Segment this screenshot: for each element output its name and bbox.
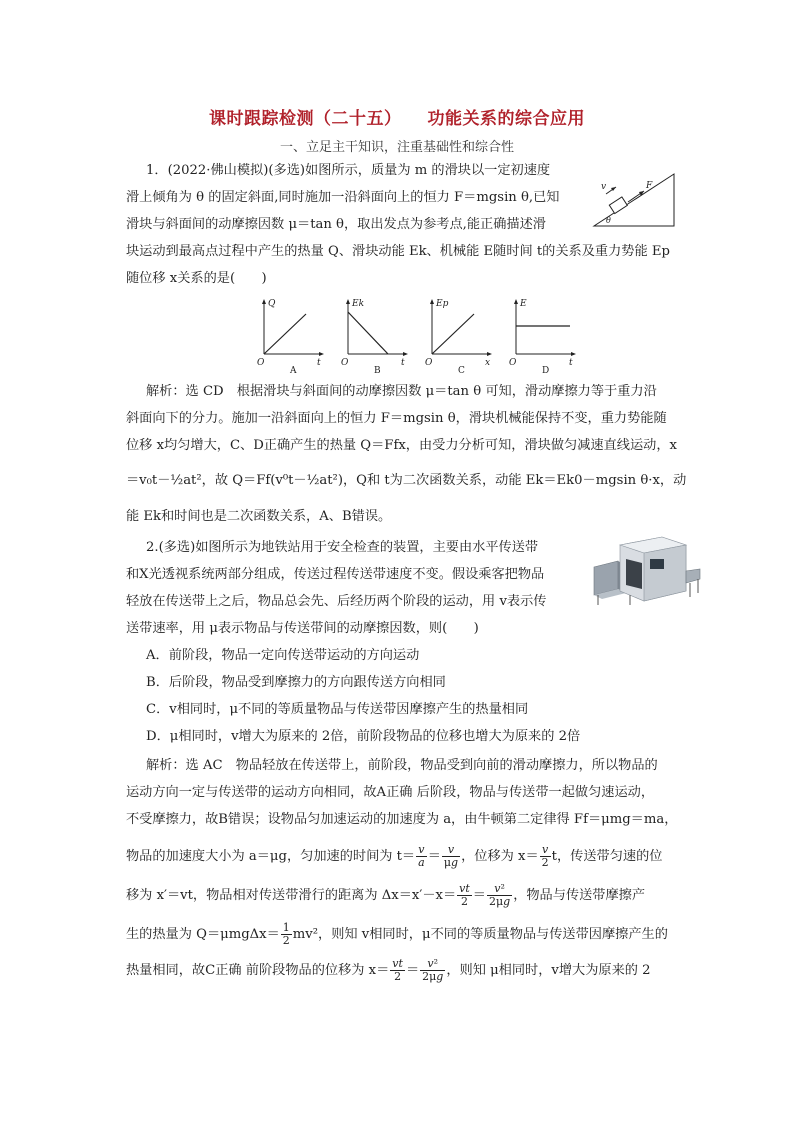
fraction-1-over-2: $\frac{1}{2}$: [282, 921, 290, 947]
fraction-vt-over-2: $\frac{vt}{2}$: [459, 882, 470, 908]
incline-figure: [592, 170, 676, 230]
option-d: D．μ相同时，v增大为原来的 2倍，前阶段物品的位移也增大为原来的 2倍: [146, 729, 581, 744]
a2-line-4-part-1: 物品的加速度大小为 a＝μg，匀加速的时间为 t＝: [126, 849, 416, 864]
a2-line-7-part-2: ，则知 μ相同时，v增大为原来的 2: [446, 963, 651, 978]
a2-line-5: 移为 x′＝vt，物品相对传送带滑行的距离为 Δx＝x′－x＝ $\frac{vt}{2}$ ＝ $\frac{\text{v²}}{2\mu g}$ ，物品与传送带摩擦产: [126, 882, 646, 908]
graph-b-label: B: [374, 366, 381, 374]
fraction-v-over-a: $\frac{v}{a}$: [418, 843, 425, 869]
q1-line-5: 随位移 x关系的是( ): [126, 271, 267, 286]
graph-d-origin: O: [509, 358, 517, 368]
option-c: C．v相同时，μ不同的等质量物品与传送带因摩擦产生的热量相同: [146, 702, 529, 717]
fraction-vt-over-2-b: $\frac{vt}{2}$: [392, 957, 403, 983]
graph-c-xlabel: x: [485, 358, 491, 368]
graph-d-ylabel: E: [520, 299, 527, 309]
graph-c-label: C: [458, 366, 465, 374]
a2-line-4-part-2: ，位移为 x＝: [461, 849, 539, 864]
a1-line-1: 解析：选 CD 根据滑块与斜面间的动摩擦因数 μ＝tan θ 可知，滑动摩擦力等于重力沿: [146, 384, 657, 399]
xray-scanner-image: [590, 531, 702, 613]
graph-b-xlabel: t: [401, 358, 405, 368]
q2-line-2: 和X光透视系统两部分组成，传送过程传送带速度不变。假设乘客把物品: [126, 567, 545, 582]
a1-line-2: 斜面向下的分力。施加一沿斜面向上的恒力 F＝mgsin θ，滑块机械能保持不变，重力势能随: [126, 411, 667, 426]
graph-b: [341, 299, 408, 374]
graph-c: [425, 299, 492, 374]
a2-line-6: [126, 922, 668, 947]
q2-line-1: 2.(多选)如图所示为地铁站用于安全检查的装置，主要由水平传送带: [146, 540, 539, 555]
graph-b-ylabel: Ek: [352, 299, 365, 309]
graph-d: [509, 299, 576, 374]
incline-theta-label: θ: [606, 216, 611, 225]
a2-line-5-part-1: 移为 x′＝vt，物品相对传送带滑行的距离为 Δx＝x′－x＝: [126, 888, 457, 903]
q1-line-1: 1．(2022·佛山模拟)(多选)如图所示，质量为 m 的滑块以一定初速度: [146, 163, 551, 178]
q1-line-4: 块运动到最高点过程中产生的热量 Q、滑块动能 Ek、机械能 E随时间 t的关系及重力势能 Ep: [126, 244, 670, 259]
fraction-v2-over-2mug: $\frac{\text{v²}}{2\mu g}$: [488, 882, 511, 908]
graph-b-origin: O: [341, 358, 349, 368]
option-b: B．后阶段，物品受到摩擦力的方向跟传送方向相同: [146, 675, 446, 690]
graph-a-ylabel: Q: [268, 299, 276, 309]
graph-d-label: D: [542, 366, 550, 374]
graph-a-label: A: [290, 366, 297, 374]
option-graphs: [254, 296, 584, 374]
a1-line-4: ＝v₀t－½at²，故 Q＝Ff(v⁰t－½at²)，Q和 t为二次函数关系，动能 Ek＝Ek0－mgsin θ·x，动: [126, 473, 687, 488]
graph-a-xlabel: t: [317, 358, 321, 368]
fraction-v-over-mug: $\frac{v}{\mu g}$: [443, 843, 459, 869]
a2-line-7: 热量相同，故C正确 前阶段物品的位移为 x＝ $\frac{vt}{2}$ ＝ $\frac{\text{v²}}{2\mu g}$ ，则知 μ相同时，v增大为原来的 2: [126, 957, 651, 983]
fraction-v2-over-2mug-b: $\frac{\text{v²}}{2\mu g}$: [422, 957, 444, 983]
graph-c-ylabel: Ep: [436, 299, 449, 309]
graph-a: [257, 299, 324, 374]
option-a: A．前阶段，物品一定向传送带运动的方向运动: [146, 648, 420, 663]
q2-line-4: 送带速率，用 μ表示物品与传送带间的动摩擦因数，则( ): [126, 621, 479, 636]
page-title: [0, 104, 794, 129]
incline-f-label: F: [646, 181, 653, 191]
graph-d-xlabel: t: [569, 358, 573, 368]
q2-line-3: 轻放在传送带上之后，物品总会先、后经历两个阶段的运动，用 v表示传: [126, 594, 547, 609]
a2-line-3: 不受摩擦力，故B错误；设物品匀加速运动的加速度为 a，由牛顿第二定律得 Ff＝μmg＝ma，: [126, 812, 678, 827]
a1-line-3: 位移 x均匀增大，C、D正确产生的热量 Q＝Ffx，由受力分析可知，滑块做匀减速直线运动，x: [126, 438, 677, 453]
title-main: 课时跟踪检测（二十五）: [209, 109, 402, 129]
a2-line-4-part-3: t，传送带匀速的位: [551, 849, 663, 864]
graph-c-origin: O: [425, 358, 433, 368]
q1-line-2: 滑上倾角为 θ 的固定斜面,同时施加一沿斜面向上的恒力 F＝mgsin θ,已知: [126, 190, 560, 205]
incline-v-label: v: [601, 182, 607, 192]
a2-line-7-part-1: 热量相同，故C正确 前阶段物品的位移为 x＝: [126, 963, 390, 978]
title-sub: 功能关系的综合应用: [427, 109, 585, 129]
a1-line-5: 能 Ek和时间也是二次函数关系，A、B错误。: [126, 509, 392, 524]
a2-line-6-part-1: 生的热量为 Q＝μmgΔx＝: [126, 927, 280, 942]
section-heading: 一、立足主干知识，注重基础性和综合性: [279, 140, 514, 155]
a2-line-4: 物品的加速度大小为 a＝μg，匀加速的时间为 t＝ $\frac{v}{a}$ ＝ $\frac{v}{\mu g}$ ，位移为 x＝ $\frac{v}{2}$ t，传送带匀速的位: [126, 843, 663, 869]
fraction-v-over-2: $\frac{v}{2}$: [541, 843, 549, 869]
q1-line-3: 滑块与斜面间的动摩擦因数 μ＝tan θ，取出发点为参考点,能正确描述滑: [126, 217, 546, 232]
a2-line-6-part-2: mv²，则知 v相同时，μ不同的等质量物品与传送带因摩擦产生的: [292, 927, 668, 942]
graph-a-origin: O: [257, 358, 265, 368]
a2-line-2: 运动方向一定与传送带的运动方向相同，故A正确 后阶段，物品与传送带一起做匀速运动，: [126, 785, 655, 800]
a2-line-1: 解析：选 AC 物品轻放在传送带上，前阶段，物品受到向前的滑动摩擦力，所以物品的: [146, 758, 658, 773]
a2-line-5-part-2: ，物品与传送带摩擦产: [513, 888, 646, 903]
